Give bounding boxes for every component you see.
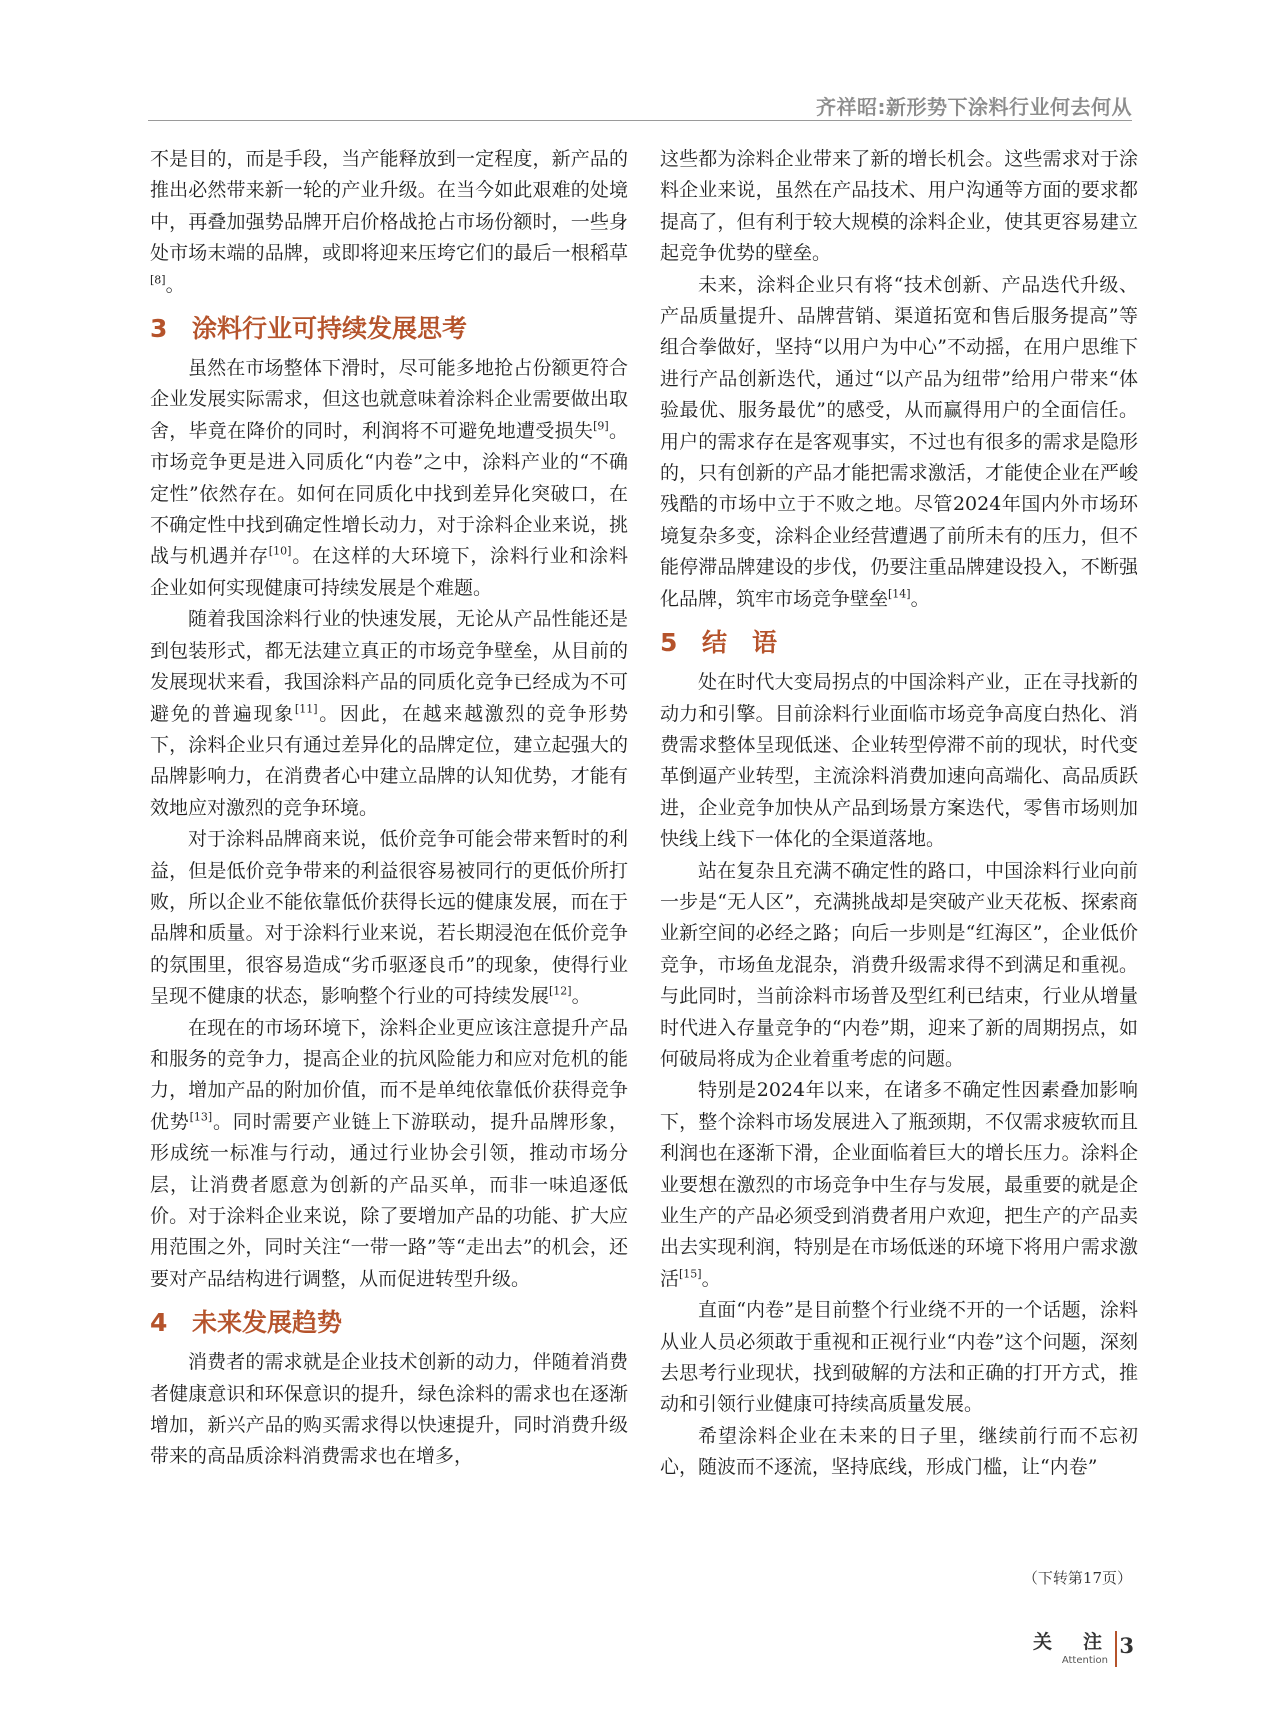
- left-column: [150, 144, 628, 1473]
- paragraph: 站在复杂且充满不确定性的路口，中国涂料行业向前一步是“无人区”，充满挑战却是突破产业天花板、探索商业新空间的必经之路；向后一步则是“红海区”，企业低价竞争，市场鱼龙混杂，消费升级需求得不到满足和重视。与此同时，当前涂料市场普及型红利已结束，行业从增量时代进入存量竞争的“内卷”期，迎来了新的周期拐点，如何破局将成为企业着重考虑的问题。: [660, 859, 1138, 1070]
- continued-note: （下转第17页）: [1022, 1569, 1132, 1587]
- citation: [12]: [549, 984, 572, 998]
- paragraph: 未来，涂料企业只有将“技术创新、产品迭代升级、产品质量提升、品牌营销、渠道拓宽和售后服务提高”等组合拳做好，坚持“以用户为中心”不动摇，在用户思维下进行产品创新迭代，通过“以产品为纽带”给用户带来“体验最优、服务最优”的感受，从而赢得用户的全面信任。用户的需求存在是客观事实，不过也有很多的需求是隐形的，只有创新的产品才能把需求激活，才能使企业在严峻残酷的市场中立于不败之地。尽管2024年国内外市场环境复杂多变，涂料企业经营遭遇了前所未有的压力，但不能停滞品牌建设的步伐，仍要注重品牌建设投入，不断强化品牌，筑牢市场竞争壁垒[14]。: [660, 273, 1138, 610]
- section-heading-5: 5 结 语: [660, 628, 778, 658]
- right-column: [660, 144, 1138, 1484]
- citation: [9]: [593, 419, 609, 433]
- citation: [11]: [294, 702, 318, 716]
- paragraph: 处在时代大变局拐点的中国涂料产业，正在寻找新的动力和引擎。目前涂料行业面临市场竞争高度白热化、消费需求整体呈现低迷、企业转型停滞不前的现状，时代变革倒逼产业转型，主流涂料消费加速向高端化、高品质跃进，企业竞争加快从产品到场景方案迭代，零售市场则加快线上线下一体化的全渠道落地。: [660, 671, 1138, 851]
- header-rule: [148, 120, 1132, 121]
- running-title: 齐祥昭:新形势下涂料行业何去何从: [816, 95, 1132, 119]
- paragraph: 在现在的市场环境下，涂料企业更应该注意提升产品和服务的竞争力，提高企业的抗风险能力和应对危机的能力，增加产品的附加价值，而不是单纯依靠低价获得竞争优势[13]。同时需要产业链上下游联动，提升品牌形象，形成统一标准与行动，通过行业协会引领，推动市场分层，让消费者愿意为创新的产品买单，而非一味追逐低价。对于涂料企业来说，除了要增加产品的功能、扩大应用范围之外，同时关注“一带一路”等“走出去”的机会，还要对产品结构进行调整，从而促进转型升级。: [150, 1016, 628, 1290]
- citation: [10]: [268, 545, 292, 559]
- paragraph: 不是目的，而是手段，当产能释放到一定程度，新产品的推出必然带来新一轮的产业升级。在当今如此艰难的处境中，再叠加强势品牌开启价格战抢占市场份额时，一些身处市场末端的品牌，或即将迎来压垮它们的最后一根稻草[8]。: [150, 148, 628, 296]
- citation: [15]: [679, 1267, 702, 1281]
- paragraph: 对于涂料品牌商来说，低价竞争可能会带来暂时的利益，但是低价竞争带来的利益很容易被同行的更低价所打败，所以企业不能依靠低价获得长远的健康发展，而在于品牌和质量。对于涂料行业来说，若长期浸泡在低价竞争的氛围里，很容易造成“劣币驱逐良币”的现象，使得行业呈现不健康的状态，影响整个行业的可持续发展[12]。: [150, 828, 628, 1008]
- paragraph: 消费者的需求就是企业技术创新的动力，伴随着消费者健康意识和环保意识的提升，绿色涂料的需求也在逐渐增加，新兴产品的购买需求得以快速提升，同时消费升级带来的高品质涂料消费需求也在增多，: [150, 1351, 628, 1468]
- citation: [8]: [150, 273, 166, 287]
- paragraph: 直面“内卷”是目前整个行业绕不开的一个话题，涂料从业人员必须敢于重视和正视行业“内卷”这个问题，深刻去思考行业现状，找到破解的方法和正确的打开方式，推动和引领行业健康可持续高质量发展。: [660, 1299, 1138, 1416]
- footer-section-cn: 关 注: [1032, 1631, 1108, 1653]
- paragraph: 这些都为涂料企业带来了新的增长机会。这些需求对于涂料企业来说，虽然在产品技术、用户沟通等方面的要求都提高了，但有利于较大规模的涂料企业，使其更容易建立起竞争优势的壁垒。: [660, 148, 1138, 265]
- page-number: 3: [1119, 1633, 1134, 1658]
- footer-divider: [1115, 1631, 1117, 1667]
- section-heading-3: 3 涂料行业可持续发展思考: [150, 314, 468, 344]
- citation: [13]: [189, 1110, 213, 1124]
- footer-section-en: Attention: [1061, 1655, 1108, 1666]
- section-heading-4: 4 未来发展趋势: [150, 1308, 343, 1338]
- paragraph: 希望涂料企业在未来的日子里，继续前行而不忘初心，随波而不逐流，坚持底线，形成门槛，让“内卷”: [660, 1424, 1138, 1479]
- citation: [14]: [888, 587, 911, 601]
- paragraph: 特别是2024年以来，在诸多不确定性因素叠加影响下，整个涂料市场发展进入了瓶颈期，不仅需求疲软而且利润也在逐渐下滑，企业面临着巨大的增长压力。涂料企业要想在激烈的市场竞争中生存与发展，最重要的就是企业生产的产品必须受到消费者用户欢迎，把生产的产品卖出去实现利润，特别是在市场低迷的环境下将用户需求激活[15]。: [660, 1079, 1138, 1290]
- footer-section-label: [1033, 1627, 1108, 1666]
- paragraph: 随着我国涂料行业的快速发展，无论从产品性能还是到包装形式，都无法建立真正的市场竞争壁垒，从目前的发展现状来看，我国涂料产品的同质化竞争已经成为不可避免的普遍现象[11]。因此，在越来越激烈的竞争形势下，涂料企业只有通过差异化的品牌定位，建立起强大的品牌影响力，在消费者心中建立品牌的认知优势，才能有效地应对激烈的竞争环境。: [150, 608, 628, 819]
- paragraph: 虽然在市场整体下滑时，尽可能多地抢占份额更符合企业发展实际需求，但这也就意味着涂料企业需要做出取舍，毕竟在降价的同时，利润将不可避免地遭受损失[9]。市场竞争更是进入同质化“内卷”之中，涂料产业的“不确定性”依然存在。如何在同质化中找到差异化突破口，在不确定性中找到确定性增长动力，对于涂料企业来说，挑战与机遇并存[10]。在这样的大环境下，涂料行业和涂料企业如何实现健康可持续发展是个难题。: [150, 357, 628, 599]
